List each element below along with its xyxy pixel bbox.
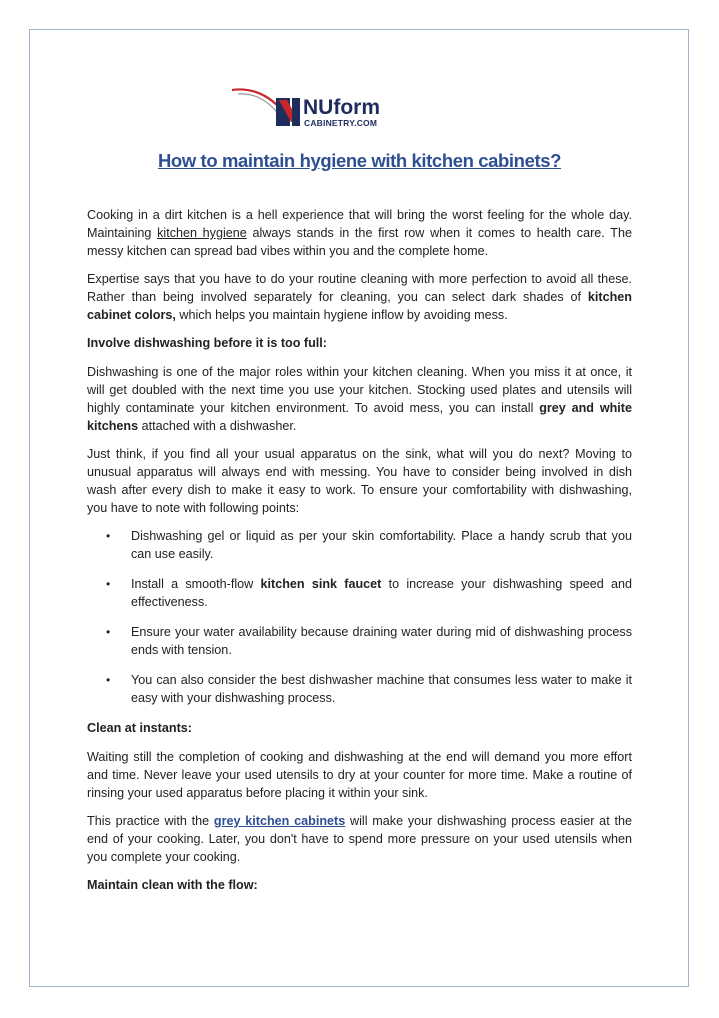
grey-white-kitchens-text: grey and white kitchens — [87, 401, 632, 433]
logo-domain-text: CABINETRY.COM — [304, 118, 378, 128]
dishwashing-paragraph-2: Just think, if you find all your usual apparatus on the sink, what will you do next? Moving to unusual apparatus will always end with messing. You have to consider being involved in dish wash after every dish to make it easy to work. To ensure your comfortability with dishwashing, you have to note with following points: — [87, 447, 632, 515]
page-title: How to maintain hygiene with kitchen cabinets? — [157, 150, 562, 171]
clean-instants-paragraph-2: This practice with the grey kitchen cabinets will make your dishwashing process easier at the end of your cooking. Later, you don't have to spend more pressure on your used utensils when you complete your cooking. — [87, 814, 632, 864]
kitchen-hygiene-link[interactable]: kitchen hygiene — [157, 226, 247, 240]
section-heading-dishwashing: Involve dishwashing before it is too full: — [87, 336, 328, 350]
section-heading-maintain-clean: Maintain clean with the flow: — [87, 878, 258, 892]
list-item: • Install a smooth-flow kitchen sink faucet to increase your dishwashing speed and effectiveness. — [87, 575, 632, 611]
list-item: • Dishwashing gel or liquid as per your skin comfortability. Place a handy scrub that you can use easily. — [87, 527, 632, 563]
kitchen-sink-faucet-text: kitchen sink faucet — [260, 577, 382, 591]
list-item: • Ensure your water availability because draining water during mid of dishwashing process ends with tension. — [87, 623, 632, 659]
grey-kitchen-cabinets-link[interactable]: grey kitchen cabinets — [213, 814, 346, 828]
intro-paragraph-2: Expertise says that you have to do your routine cleaning with more perfection to avoid all these. Rather than being involved separately for cleaning, you can select dark shades of kitchen cabinet colors, which helps you maintain hygiene inflow by avoiding mess. — [87, 272, 632, 322]
logo-brand-text: NUform — [303, 96, 380, 119]
nuform-logo — [230, 86, 400, 130]
article-body — [87, 206, 632, 905]
dishwashing-paragraph-1: Dishwashing is one of the major roles within your kitchen cleaning. When you miss it at once, it will get doubled with the next time you use your kitchen. Stocking used plates and utensils will highly contaminate your kitchen environment. To avoid mess, you can install grey and white kitchens attached with a dishwasher. — [87, 365, 632, 433]
kitchen-cabinet-colors-text: kitchen cabinet colors, — [87, 290, 632, 322]
dishwashing-tips-list — [87, 527, 632, 707]
intro-paragraph-1: Cooking in a dirt kitchen is a hell experience that will bring the worst feeling for the whole day. Maintaining kitchen hygiene always stands in the first row when it comes to health care. The messy kitchen can spread bad vibes within you and the complete home. — [87, 208, 632, 258]
section-heading-clean-instants: Clean at instants: — [87, 721, 192, 735]
list-item: • You can also consider the best dishwasher machine that consumes less water to make it easy with your dishwashing process. — [87, 671, 632, 707]
clean-instants-paragraph-1: Waiting still the completion of cooking and dishwashing at the end will demand you more effort and time. Never leave your used utensils to dry at your counter for more time. Make a routine of rinsing your used apparatus before placing it within your sink. — [87, 750, 632, 800]
